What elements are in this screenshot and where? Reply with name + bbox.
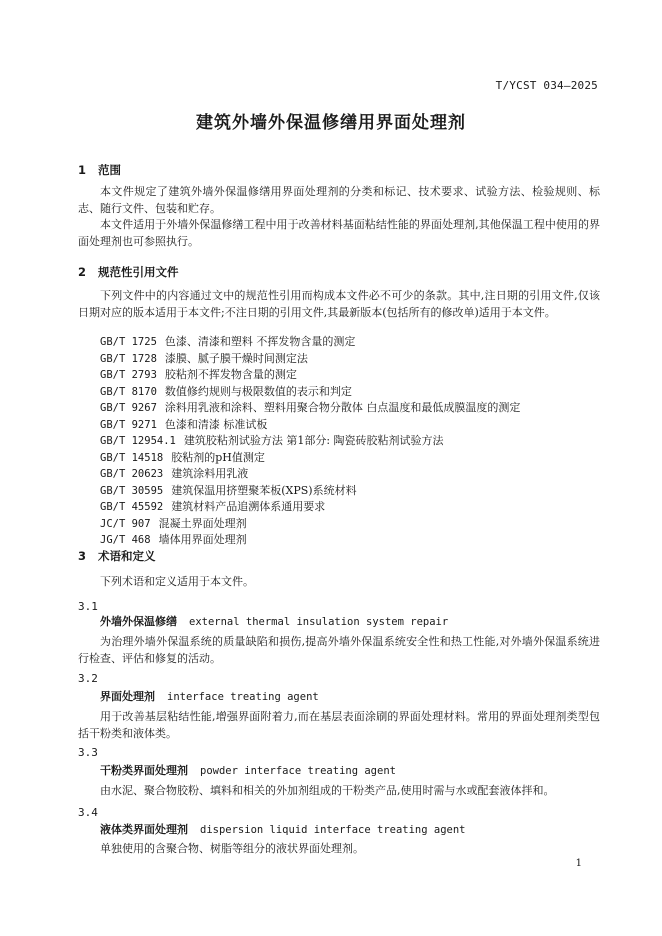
section-number: 1 xyxy=(78,163,87,177)
reference-item xyxy=(100,433,520,450)
section-1-paragraph-2: 本文件适用于外墙外保温修缮工程中用于改善材料基面粘结性能的界面处理剂,其他保温工程中使用的界面处理剂也可参照执行。 xyxy=(78,218,600,248)
reference-code: GB/T 9267 xyxy=(100,402,157,414)
reference-item xyxy=(100,400,520,417)
term-heading xyxy=(100,688,319,704)
reference-code: GB/T 12954.1 xyxy=(100,435,176,447)
term-chinese: 界面处理剂 xyxy=(100,690,155,703)
reference-code: GB/T 2793 xyxy=(100,369,157,381)
term-english: external thermal insulation system repair xyxy=(189,616,449,628)
reference-title: 色漆和清漆 标准试板 xyxy=(164,417,268,431)
reference-item xyxy=(100,499,520,516)
section-1-paragraph-1: 本文件规定了建筑外墙外保温修缮用界面处理剂的分类和标记、技术要求、试验方法、检验规则、标志、随行文件、包装和贮存。 xyxy=(78,185,600,215)
term-english: powder interface treating agent xyxy=(200,765,396,777)
section-title: 规范性引用文件 xyxy=(98,265,179,279)
term-heading xyxy=(100,613,448,629)
reference-list xyxy=(100,334,520,549)
term-definition: 为治理外墙外保温系统的质量缺陷和损伤,提高外墙外保温系统安全性和热工性能,对外墙外保温系统进行检查、评估和修复的活动。 xyxy=(78,635,600,665)
term-heading xyxy=(100,821,466,837)
document-code: T/YCST 034—2025 xyxy=(495,79,598,92)
reference-code: GB/T 20623 xyxy=(100,468,164,480)
reference-item xyxy=(100,384,520,401)
reference-item xyxy=(100,516,520,533)
reference-item xyxy=(100,483,520,500)
reference-code: GB/T 1725 xyxy=(100,336,157,348)
term-chinese: 外墙外保温修缮 xyxy=(100,615,177,628)
reference-title: 涂料用乳液和涂料、塑料用聚合物分散体 白点温度和最低成膜温度的测定 xyxy=(164,401,521,414)
reference-title: 建筑胶粘剂试验方法 第1部分: 陶瓷砖胶粘剂试验方法 xyxy=(183,434,444,447)
term-number: 3.3 xyxy=(78,746,98,759)
section-number: 3 xyxy=(78,549,87,563)
term-heading xyxy=(100,762,396,778)
reference-title: 混凝土界面处理剂 xyxy=(158,516,247,530)
reference-item xyxy=(100,351,520,368)
reference-item xyxy=(100,466,520,483)
reference-title: 色漆、清漆和塑料 不挥发物含量的测定 xyxy=(164,335,356,348)
term-definition: 由水泥、聚合物胶粉、填料和相关的外加剂组成的干粉类产品,使用时需与水或配套液体拌和。 xyxy=(100,784,555,797)
reference-code: GB/T 9271 xyxy=(100,418,157,431)
section-3-intro: 下列术语和定义适用于本文件。 xyxy=(100,575,254,588)
section-title: 术语和定义 xyxy=(98,549,156,563)
section-1-heading xyxy=(78,162,121,178)
reference-title: 漆膜、腻子膜干燥时间测定法 xyxy=(164,351,308,365)
term-english: dispersion liquid interface treating agent xyxy=(200,824,466,836)
reference-item xyxy=(100,367,520,384)
reference-item xyxy=(100,417,520,434)
term-chinese: 液体类界面处理剂 xyxy=(100,823,188,836)
reference-code: JC/T 907 xyxy=(100,517,151,530)
reference-title: 建筑材料产品追溯体系通用要求 xyxy=(171,500,326,513)
reference-code: GB/T 8170 xyxy=(100,385,157,398)
reference-code: GB/T 14518 xyxy=(100,451,164,464)
reference-item xyxy=(100,532,520,549)
section-3-heading xyxy=(78,548,156,564)
reference-code: GB/T 30595 xyxy=(100,484,164,497)
reference-code: JG/T 468 xyxy=(100,534,151,546)
reference-item xyxy=(100,450,520,467)
reference-title: 建筑涂料用乳液 xyxy=(171,467,249,480)
term-number: 3.4 xyxy=(78,806,98,819)
term-definition: 用于改善基层粘结性能,增强界面附着力,而在基层表面涂刷的界面处理材料。常用的界面处理剂类型包括干粉类和液体类。 xyxy=(78,710,600,740)
reference-title: 墙体用界面处理剂 xyxy=(158,533,247,546)
reference-title: 数值修约规则与极限数值的表示和判定 xyxy=(164,384,352,398)
reference-code: GB/T 45592 xyxy=(100,501,164,513)
term-english: interface treating agent xyxy=(167,691,319,703)
section-title: 范围 xyxy=(98,163,121,177)
reference-code: GB/T 1728 xyxy=(100,352,157,365)
section-2-heading xyxy=(78,264,179,280)
page-number: 1 xyxy=(575,858,582,869)
section-2-intro: 下列文件中的内容通过文中的规范性引用而构成本文件必不可少的条款。其中,注日期的引用文件,仅该日期对应的版本适用于本文件;不注日期的引用文件,其最新版本(包括所有的修改单)适用于本文件。 xyxy=(78,289,600,319)
term-definition: 单独使用的含聚合物、树脂等组分的液状界面处理剂。 xyxy=(100,842,364,855)
reference-title: 建筑保温用挤塑聚苯板(XPS)系统材料 xyxy=(171,483,357,497)
reference-title: 胶粘剂的pH值测定 xyxy=(171,450,265,464)
section-number: 2 xyxy=(78,265,87,279)
document-title: 建筑外墙外保温修缮用界面处理剂 xyxy=(196,113,466,133)
term-number: 3.2 xyxy=(78,672,98,685)
reference-title: 胶粘剂不挥发物含量的测定 xyxy=(164,368,297,381)
term-number: 3.1 xyxy=(78,600,98,613)
reference-item xyxy=(100,334,520,351)
term-chinese: 干粉类界面处理剂 xyxy=(100,764,188,777)
